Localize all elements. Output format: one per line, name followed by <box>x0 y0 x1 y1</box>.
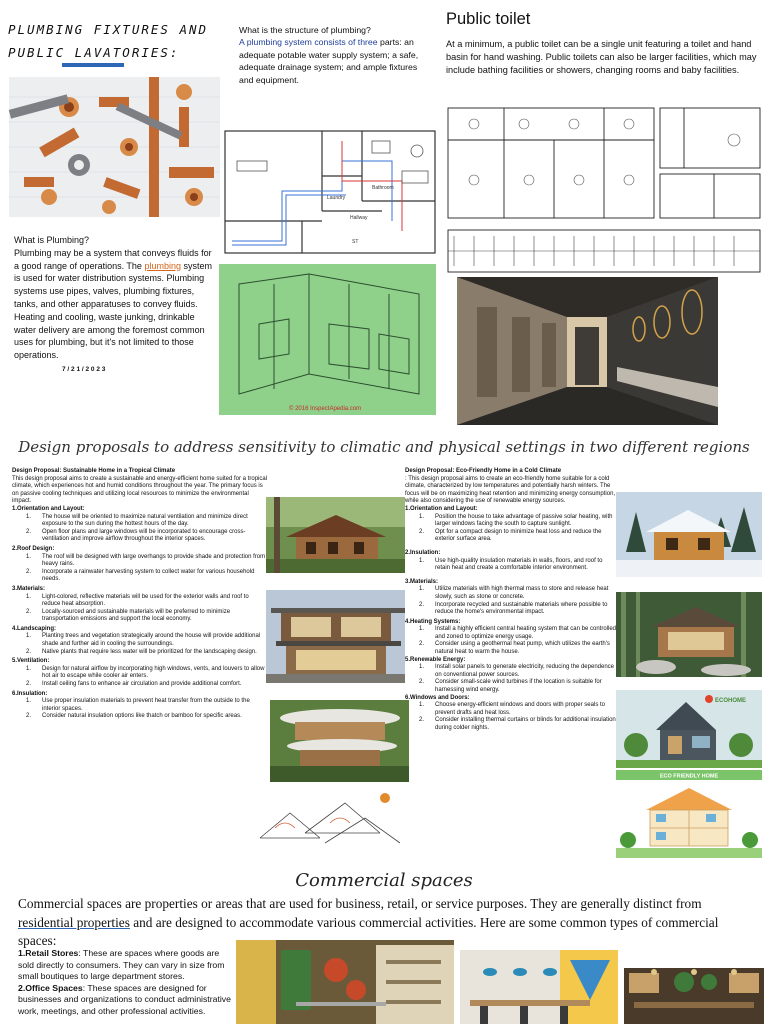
public-toilet-body: At a minimum, a public toilet can be a single unit featuring a toilet and hand basin for hand washing. Public toilets can also be larger facilities, which may include bathing facilities or showers, changing rooms and baby facilities. <box>446 39 757 76</box>
tropical-house-photo-1 <box>266 497 405 573</box>
tropical-materials-heading: 3.Materials: <box>12 585 46 592</box>
cold-windows-heading: 6.Windows and Doors: <box>405 694 470 701</box>
tropical-ventilation-item: 1. Design for natural airflow by incorporating high windows, vents, and louvers to allow hot air to escape while cooler air enters. <box>26 665 265 680</box>
cold-orientation-heading: 1.Orientation and Layout: <box>405 505 478 512</box>
public-toilet-heading: Public toilet <box>446 10 531 28</box>
tropical-materials-item: 2. Locally-sourced and sustainable materials will be preferred to minimize transportation emissions and support the local economy. <box>26 608 231 623</box>
page-title-line1: PLUMBING FIXTURES AND <box>8 22 209 37</box>
tropical-orientation-item: 1. The house will be oriented to maximize natural ventilation and minimize direct exposure to the sun during the hottest hours of the day. <box>26 513 248 528</box>
cold-heating-heading: 4.Heating Systems: <box>405 618 461 625</box>
page-title-line2: PUBLIC LAVATORIES: <box>8 45 180 60</box>
cold-renewable-item: 2. Consider small-scale wind turbines if the location is suitable for harnessing wind energy. <box>419 679 602 694</box>
tropical-proposal <box>12 468 268 721</box>
tropical-title: Design Proposal: Sustainable Home in a Tropical Climate <box>12 468 176 474</box>
cold-insulation-heading: 2.Insulation: <box>405 549 441 556</box>
tropical-insulation-item: 1. Use proper insulation materials to prevent heat transfer from the outside to the interior spaces. <box>26 698 250 712</box>
snow-cabin-photo <box>616 492 762 577</box>
tropical-house-photo-2 <box>266 590 405 683</box>
tropical-landscaping-item: 1. Planting trees and vegetation strategically around the house will provide additional shade and further aid in cooling the surroundings. <box>26 633 261 648</box>
cold-insulation-item: 1. Use high-quality insulation materials in walls, floors, and roof to retain heat and create a comfortable interior environment. <box>419 557 603 572</box>
cold-heating-item: 1. Install a highly efficient central heating system that can be controlled and zoned to optimize energy usage. <box>419 626 616 640</box>
eco-friendly-home-diagram <box>616 770 762 858</box>
tropical-roof-item: 1. The roof will be designed with large overhangs to provide shade and protection from heavy rains. <box>26 553 266 568</box>
tropical-intro: This design proposal aims to create a sustainable and energy-efficient home suited for a tropical climate, which experiences hot and humid conditions throughout the year. The primary focus is on passive cooling techniques and utilizing local resources to minimize the environmental impact. <box>12 475 268 505</box>
tropical-ventilation-item: 2. Install ceiling fans to enhance air circulation and provide additional comfort. <box>26 681 242 688</box>
residential-properties-link[interactable]: residential properties <box>18 914 130 930</box>
office-space-photo-2 <box>624 968 764 1024</box>
floorplan-copyright: © 2016 InspectApedia.com <box>289 406 362 412</box>
ventilation-sketch <box>255 788 405 858</box>
office-spaces-item: 2.Office Spaces: These spaces are designed for businesses and organizations to conduct administrative work, meetings, and other professional activities. <box>18 982 231 1016</box>
cold-materials-item: 1. Utilize materials with high thermal mass to store and release heat slowly, such as stone or concrete. <box>419 586 609 600</box>
design-proposals-heading: Design proposals to address sensitivity to climatic and physical settings in two different regions <box>18 438 750 456</box>
structure-section <box>239 24 429 86</box>
tropical-house-photo-3 <box>270 700 409 782</box>
public-toilet-plan-drawings <box>444 100 766 276</box>
retail-stores-item: 1.Retail Stores: These are spaces where goods are sold directly to consumers. They can vary in size from small boutiques to large department stores. <box>18 948 225 981</box>
tropical-materials-item: 1. Light-colored, reflective materials will be used for the exterior walls and roof to reduce heat absorption. <box>26 593 249 608</box>
tropical-insulation-item: 2. Consider natural insulation options like thatch or bamboo for specific areas. <box>26 713 242 720</box>
what-is-plumbing-question: What is Plumbing? <box>14 235 90 245</box>
tropical-ventilation-heading: 5.Ventilation: <box>12 658 50 665</box>
tropical-roof-heading: 2.Roof Design: <box>12 545 55 552</box>
commercial-types-list <box>18 948 236 1024</box>
public-restroom-photo <box>457 277 718 425</box>
office-space-photo-1 <box>460 950 618 1024</box>
cold-orientation-item: 2. Opt for a compact design to minimize heat loss and reduce the exterior surface area. <box>419 528 602 543</box>
forest-cabin-photo <box>616 592 762 677</box>
structure-answer: A plumbing system consists of three parts: an adequate potable water supply system; a safe, adequate drainage system; and ample fixtures and equipment. <box>239 37 419 85</box>
cold-renewable-item: 1. Install solar panels to generate electricity, reducing the dependence on conventional power sources. <box>419 664 615 678</box>
retail-store-photo <box>236 940 454 1024</box>
plumbing-link[interactable]: plumbing <box>144 260 181 271</box>
tropical-insulation-heading: 6.Insulation: <box>12 690 48 697</box>
plumbing-floor-plan <box>222 121 439 257</box>
floorplan-laundry-label: Laundry <box>327 195 346 201</box>
public-toilet-section <box>446 8 764 78</box>
tropical-roof-item: 2. Incorporate a rainwater harvesting system to collect water for various household needs. <box>26 568 255 583</box>
title-underline <box>62 63 124 67</box>
tropical-orientation-heading: 1.Orientation and Layout: <box>12 505 85 512</box>
cold-orientation-item: 1. Position the house to take advantage of passive solar heating, with larger windows facing the south to capture sunlight. <box>419 513 613 528</box>
tropical-landscaping-heading: 4.Landscaping: <box>12 625 57 632</box>
cold-materials-item: 2. Incorporate recycled and sustainable materials where possible to reduce the home's environmental impact. <box>419 601 608 616</box>
cold-proposal <box>405 468 617 733</box>
tropical-orientation-item: 2. Open floor plans and large windows will be incorporated to encourage cross-ventilation and improve airflow throughout the interior spaces. <box>26 528 246 543</box>
ecohome-photo <box>616 690 762 768</box>
plumbing-isometric-sketch <box>219 264 436 415</box>
eco-banner-label: ECO FRIENDLY HOME <box>659 773 719 780</box>
commercial-body: Commercial spaces are properties or areas that are used for business, retail, or service purposes. They are generally distinct from residential properties and are designed to accommodate various commercial activities. Here are some common types of commercial spaces: <box>18 896 719 948</box>
commercial-heading: Commercial spaces <box>295 870 473 891</box>
cold-windows-item: 1. Choose energy-efficient windows and doors with proper seals to prevent drafts and heat loss. <box>419 702 605 716</box>
cold-intro: : This design proposal aims to create an eco-friendly home suitable for a cold climate, characterized by low temperatures and potentially harsh winters. The focus will be on maximizing heat retention and minimizing energy consumption, while also considering the use of renewable energy sources. <box>405 475 616 505</box>
cold-windows-item: 2. Consider installing thermal curtains or blinds for additional insulation during colder nights. <box>419 717 616 731</box>
page-title <box>8 18 223 64</box>
floorplan-st-label: ST <box>352 239 359 245</box>
cold-heating-item: 2. Consider using a geothermal heat pump, which utilizes the earth's natural heat to warm the house. <box>419 641 610 656</box>
what-is-plumbing-section <box>14 234 214 377</box>
what-is-plumbing-body: Plumbing may be a system that conveys fluids for a good range of operations. The plumbing system is used for water distribution systems. Plumbing systems use pipes, valves, plumbing fixtures, tanks, and other apparatuses to convey fluids. Heating and cooling, waste junking, drinkable water delivery are among the foremost common uses for plumbing, but it's not limited to those operations. <box>14 247 212 361</box>
floorplan-hallway-label: Hallway <box>350 215 368 221</box>
plumbing-pipes-photo <box>9 77 220 217</box>
cold-materials-heading: 3.Materials: <box>405 578 439 585</box>
tropical-landscaping-item: 2. Native plants that require less water will be prioritized for the landscaping design. <box>26 648 257 655</box>
date-text: 7 / 2 1 / 2 0 2 3 <box>62 365 106 373</box>
ecohome-brand-label: ECOHOME <box>715 698 747 704</box>
cold-title: Design Proposal: Eco-Friendly Home in a Cold Climate <box>405 468 562 474</box>
structure-question: What is the structure of plumbing? <box>239 25 371 35</box>
cold-renewable-heading: 5.Renewable Energy: <box>405 656 466 663</box>
floorplan-bathroom-label: Bathroom <box>372 185 394 191</box>
